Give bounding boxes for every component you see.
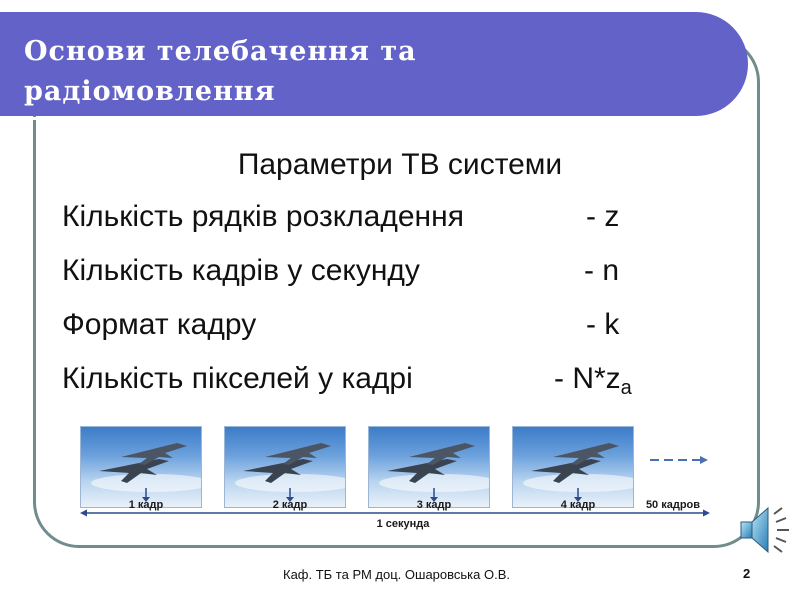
section-heading: Параметри ТВ системи: [237, 148, 563, 181]
frame-label: 1 кадр: [128, 499, 164, 511]
frame-label: 3 кадр: [416, 499, 452, 511]
param-symbol-main: - N*z: [554, 362, 621, 395]
footer-text: Каф. ТБ та РМ доц. Ошаровська О.В.: [283, 567, 510, 582]
frame-label-last: 50 кадров: [645, 499, 701, 511]
speaker-icon[interactable]: [738, 500, 796, 560]
frame-label: 4 кадр: [560, 499, 596, 511]
param-symbol: - n: [584, 254, 620, 287]
param-label: Формат кадру: [62, 308, 257, 341]
param-symbol: - k: [586, 308, 620, 341]
param-symbol-subscript: a: [620, 377, 632, 399]
timeline-label: 1 секунда: [376, 518, 430, 530]
frame-label: 2 кадр: [272, 499, 308, 511]
title-banner: [0, 12, 748, 116]
param-label: Кількість рядків розкладення: [62, 200, 464, 233]
slide-title: Основи телебачення та радіомовлення: [24, 36, 417, 107]
param-symbol: [554, 362, 632, 400]
page-number: 2: [743, 566, 751, 581]
param-label: Кількість кадрів у секунду: [62, 254, 420, 287]
timeline-arrow: [80, 508, 710, 518]
param-symbol: - z: [586, 200, 620, 233]
continuation-arrow: [650, 455, 710, 465]
param-label: Кількість пікселей у кадрі: [62, 362, 413, 395]
title-underline: [0, 117, 706, 120]
frames-illustration: [60, 420, 720, 535]
